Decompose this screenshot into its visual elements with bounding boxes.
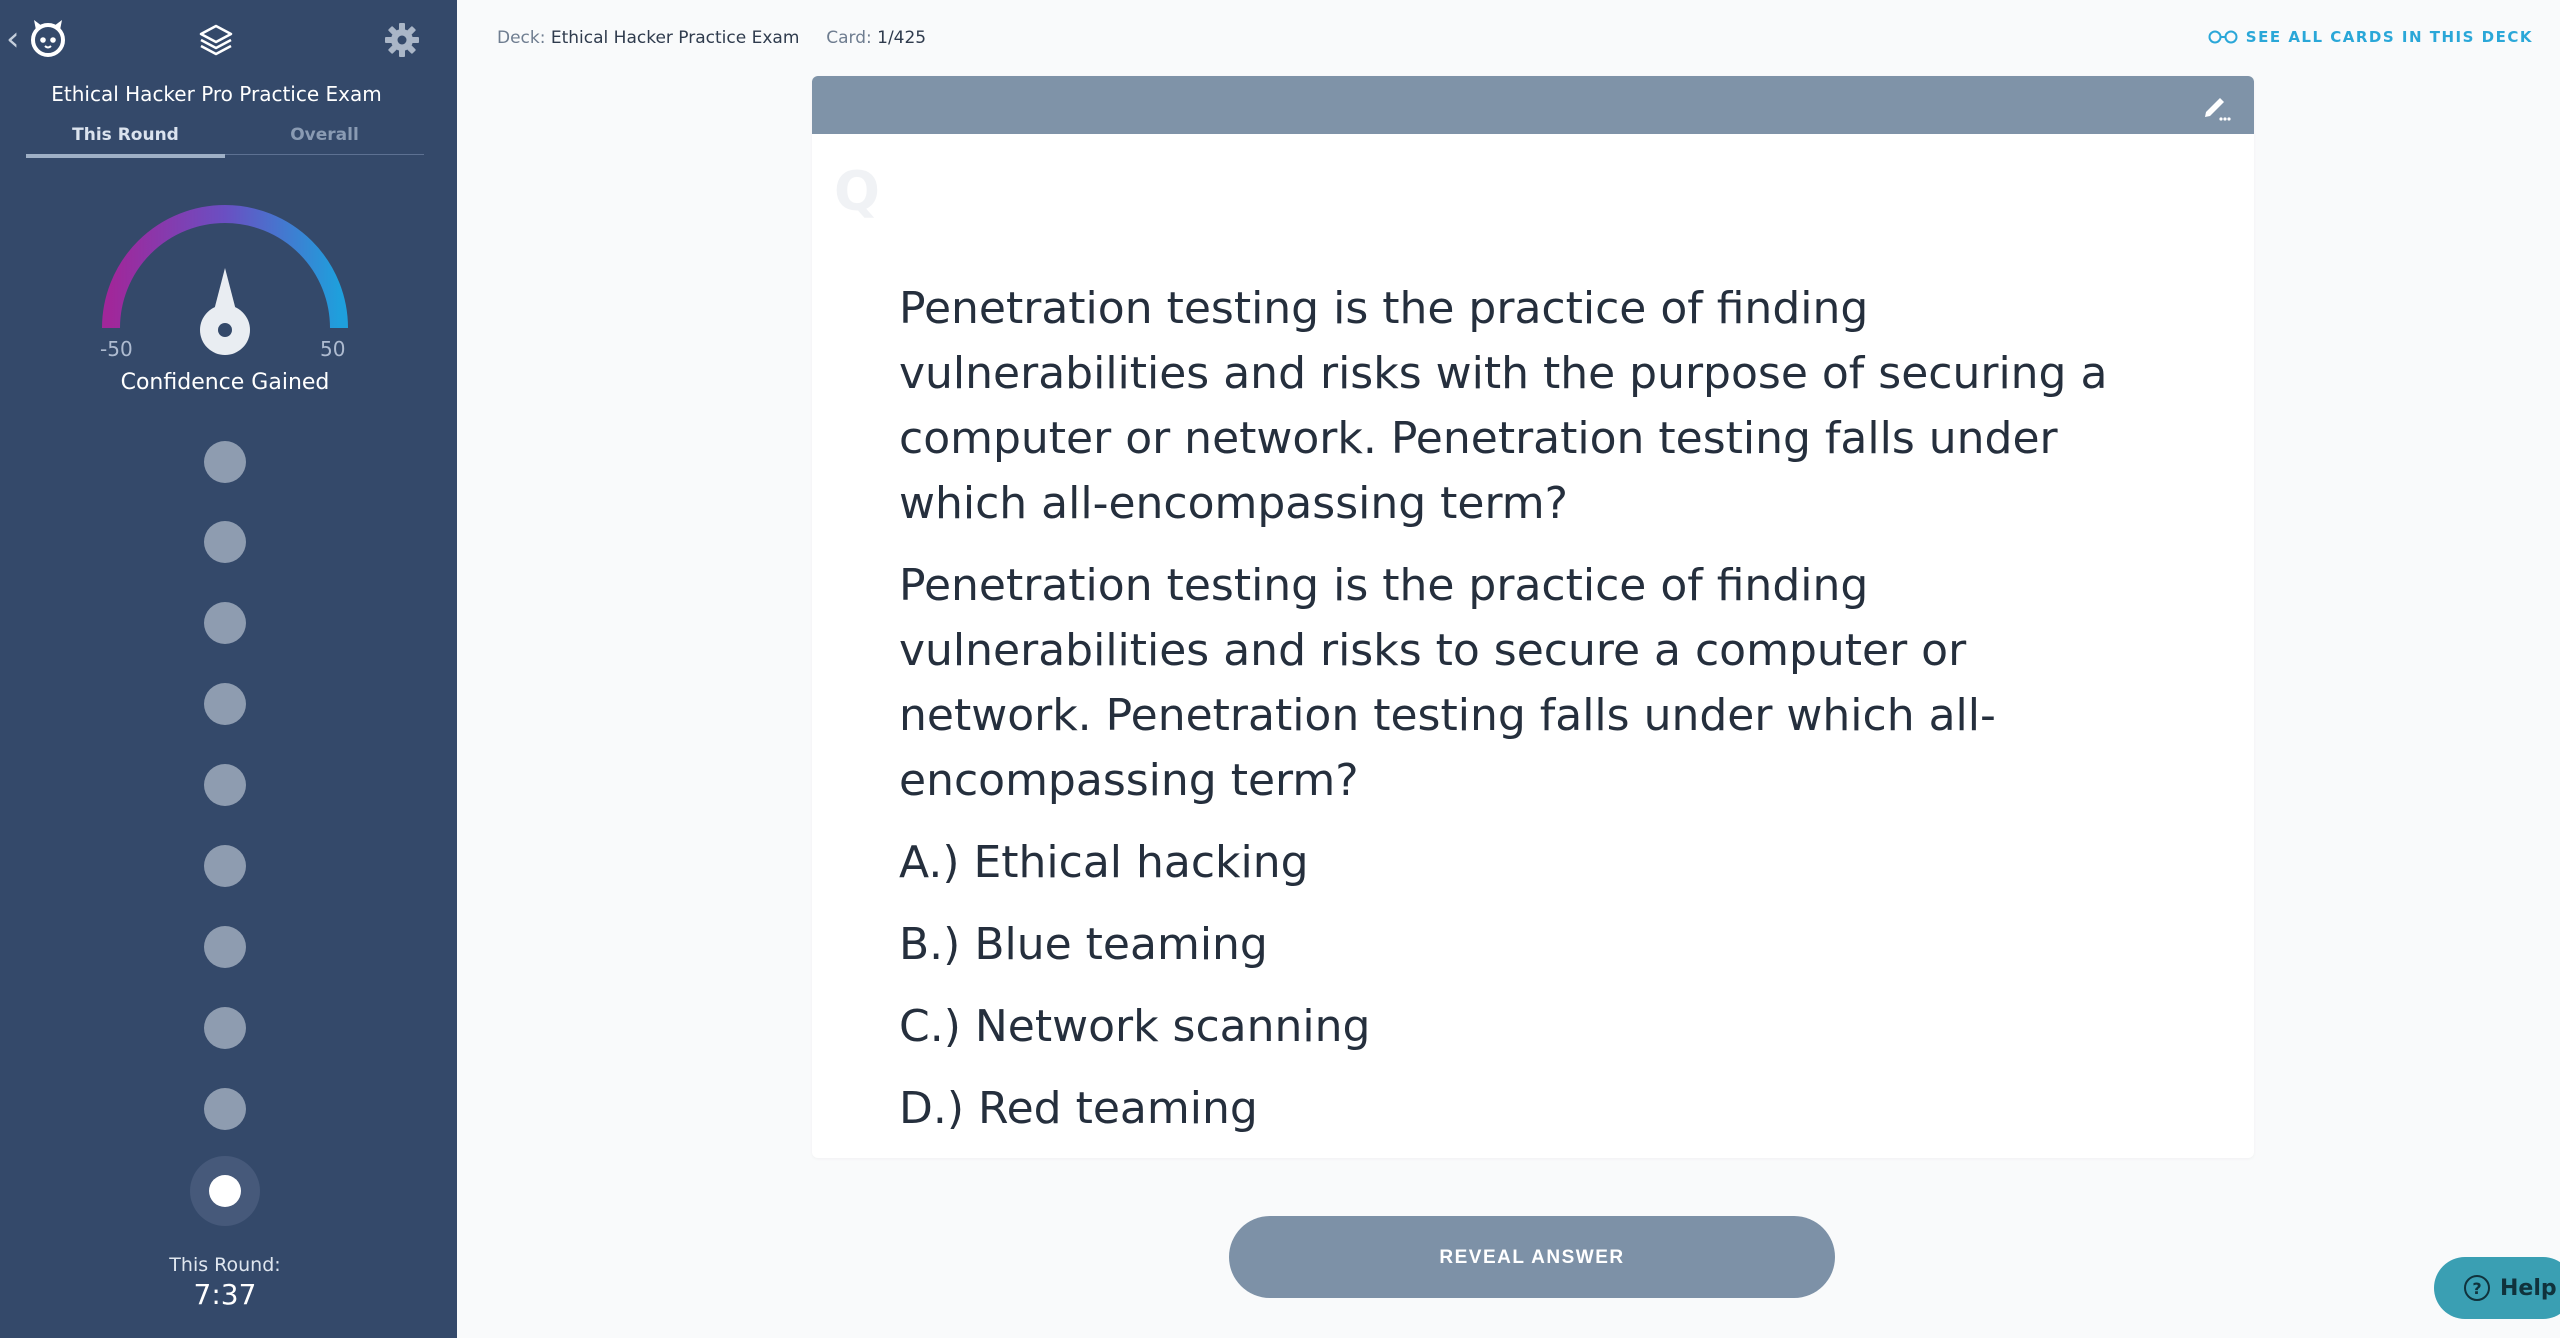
help-label: Help xyxy=(2500,1275,2557,1301)
deck-prefix: Deck: xyxy=(497,28,546,48)
sidebar-tabs xyxy=(26,120,424,158)
progress-dot xyxy=(204,683,246,725)
see-all-cards-link[interactable] xyxy=(2208,28,2533,46)
sidebar-deck-name: Ethical Hacker Pro Practice Exam xyxy=(51,82,382,106)
sidebar xyxy=(0,0,457,1338)
help-button[interactable] xyxy=(2434,1257,2560,1319)
breadcrumb xyxy=(497,28,926,48)
progress-dot xyxy=(204,441,246,483)
progress-dot xyxy=(204,926,246,968)
see-all-label: SEE ALL CARDS IN THIS DECK xyxy=(2245,28,2533,46)
gauge-label: Confidence Gained xyxy=(120,370,330,395)
progress-dot xyxy=(204,1088,246,1130)
card-counter: 1/425 xyxy=(877,28,927,48)
reveal-answer-button[interactable]: REVEAL ANSWER xyxy=(1229,1216,1835,1298)
cerego-logo-icon[interactable] xyxy=(26,16,70,60)
progress-dot-current xyxy=(209,1175,241,1207)
answer-option-b: B.) Blue teaming xyxy=(899,919,1268,970)
question-paragraph: Penetration testing is the practice of finding vulnerabilities and risks to secure a computer or network. Penetration testing falls under which all-encompassing term? xyxy=(899,560,1996,806)
question-watermark: Q xyxy=(834,160,880,223)
answer-option-d: D.) Red teaming xyxy=(899,1083,1258,1134)
glasses-icon xyxy=(2208,29,2238,45)
layers-icon[interactable] xyxy=(196,20,236,60)
round-label: This Round: xyxy=(169,1254,281,1276)
gauge-max-label: 50 xyxy=(320,337,346,361)
tab-overall[interactable]: Overall xyxy=(225,120,424,155)
flashcard xyxy=(812,76,2254,1158)
question-paragraph: Penetration testing is the practice of finding vulnerabilities and risks with the purpose of securing a computer or network. Penetration testing falls under which all-encompassing term? xyxy=(899,283,2108,529)
sidebar-toolbar xyxy=(0,0,457,80)
chevron-left-icon[interactable]: ‹ xyxy=(6,19,20,59)
round-timer: 7:37 xyxy=(193,1278,257,1311)
help-icon: ? xyxy=(2464,1275,2490,1301)
deck-name: Ethical Hacker Practice Exam xyxy=(550,28,800,48)
progress-dot xyxy=(204,764,246,806)
gear-icon[interactable] xyxy=(382,20,422,60)
pencil-icon[interactable] xyxy=(2200,90,2232,122)
progress-dot xyxy=(204,845,246,887)
tab-this-round[interactable]: This Round xyxy=(26,120,225,158)
confidence-gauge xyxy=(96,196,354,366)
progress-dot xyxy=(204,1007,246,1049)
question-body xyxy=(899,276,2159,1158)
answer-option-a: A.) Ethical hacking xyxy=(899,837,1309,888)
card-prefix: Card: xyxy=(826,28,872,48)
card-header xyxy=(812,76,2254,134)
progress-dot xyxy=(204,521,246,563)
gauge-min-label: -50 xyxy=(100,337,133,361)
progress-dot xyxy=(204,602,246,644)
answer-option-c: C.) Network scanning xyxy=(899,1001,1371,1052)
